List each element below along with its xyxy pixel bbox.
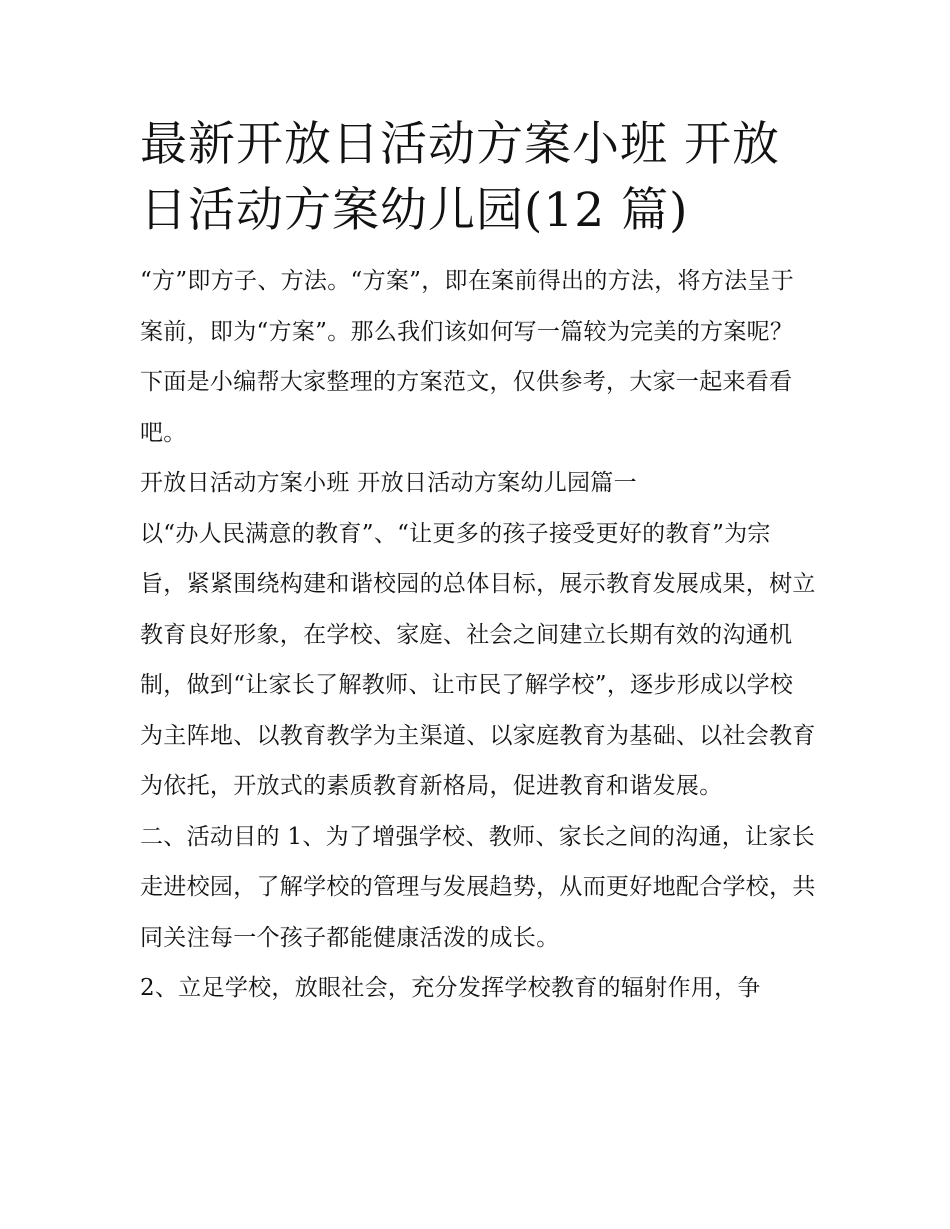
section-heading: 开放日活动方案小班 开放日活动方案幼儿园篇一 [140, 470, 637, 496]
body-paragraph-goal-1: 二、活动目的 1、为了增强学校、教师、家长之间的沟通，让家长走进校园，了解学校的管理与发展趋势，从而更好地配合学校，共同关注每一个孩子都能健康活泼的成长。 [140, 823, 816, 951]
body-paragraph-goal-2: 2、立足学校，放眼社会，充分发挥学校教育的辐射作用，争 [140, 975, 761, 1001]
body-paragraph-purpose: 以“办人民满意的教育”、“让更多的孩子接受更好的教育”为宗旨，紧紧围绕构建和谐校园的总体目标，展示教育发展成果，树立教育良好形象，在学校、家庭、社会之间建立长期有效的沟通机制，做到“让家长了解教师、让市民了解学校”，逐步形成以学校为主阵地、以教育教学为主渠道、以家庭教育为基础、以社会教育为依托，开放式的素质教育新格局，促进教育和谐发展。 [140, 520, 816, 799]
intro-paragraph: “方”即方子、方法。“方案”，即在案前得出的方法，将方法呈于案前，即为“方案”。那么我们该如何写一篇较为完美的方案呢？下面是小编帮大家整理的方案范文，仅供参考，大家一起来看看吧。 [140, 268, 795, 446]
document-body [140, 112, 816, 1014]
document-title: 最新开放日活动方案小班 开放日活动方案幼儿园(12 篇) [140, 117, 780, 238]
